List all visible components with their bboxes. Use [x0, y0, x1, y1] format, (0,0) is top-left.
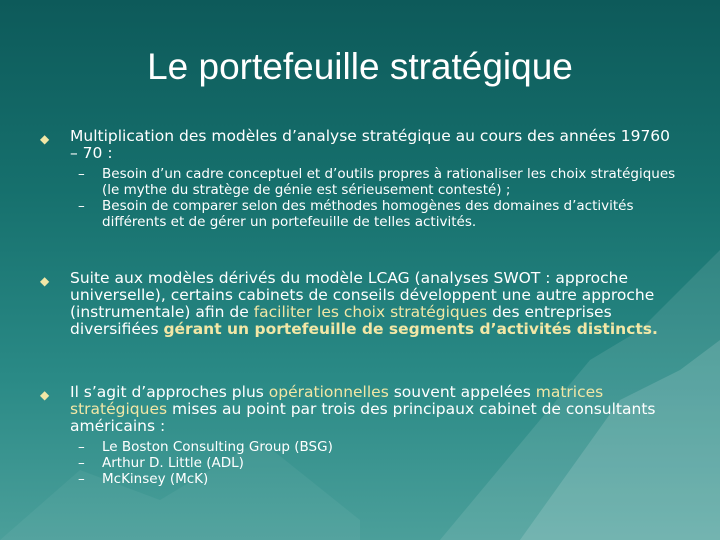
bullet-3 — [40, 384, 680, 487]
diamond-bullet-icon: ◆ — [40, 274, 50, 288]
sub-item: – Besoin de comparer selon des méthodes homogènes des domaines d’activités différents et de gérer un portefeuille de telles activités. — [78, 198, 634, 230]
sub-item: – Besoin d’un cadre conceptuel et d’outils propres à rationaliser les choix stratégiques (le mythe du stratège de génie est sérieusement contesté) ; — [78, 166, 676, 198]
diamond-bullet-icon: ◆ — [40, 388, 50, 402]
bullet-1 — [40, 128, 680, 230]
highlight-text: faciliter les choix stratégiques — [253, 303, 488, 321]
bullet-1-text: Multiplication des modèles d’analyse stratégique au cours des années 19760 – 70 : — [70, 127, 671, 162]
bullet-2 — [40, 270, 680, 338]
highlight-text: matrices stratégiques — [70, 383, 604, 418]
sub-item: – Le Boston Consulting Group (BSG) — [78, 439, 333, 455]
sub-item: – Arthur D. Little (ADL) — [78, 455, 244, 471]
bullet-3-sublist — [40, 439, 680, 487]
diamond-bullet-icon: ◆ — [40, 132, 50, 146]
slide-title: Le portefeuille stratégique — [147, 46, 573, 87]
highlight-text: opérationnelles — [268, 383, 389, 401]
bullet-1-sublist — [40, 166, 680, 230]
sub-item: – McKinsey (McK) — [78, 471, 209, 487]
bullet-2-text: Suite aux modèles dérivés du modèle LCAG (analyses SWOT : approche universelle), certains cabinets de conseils développent une autre approche (instrumentale) afin de faciliter les choix stratégiques des entreprises diversifiées gérant un portefeuille de segments d’activités distincts. — [70, 269, 658, 338]
bold-highlight-text: gérant un portefeuille de segments d’activités distincts. — [163, 320, 658, 338]
bullet-3-text: Il s’agit d’approches plus opérationnelles souvent appelées matrices stratégiques mises au point par trois des principaux cabinet de consultants américains : — [70, 383, 656, 435]
